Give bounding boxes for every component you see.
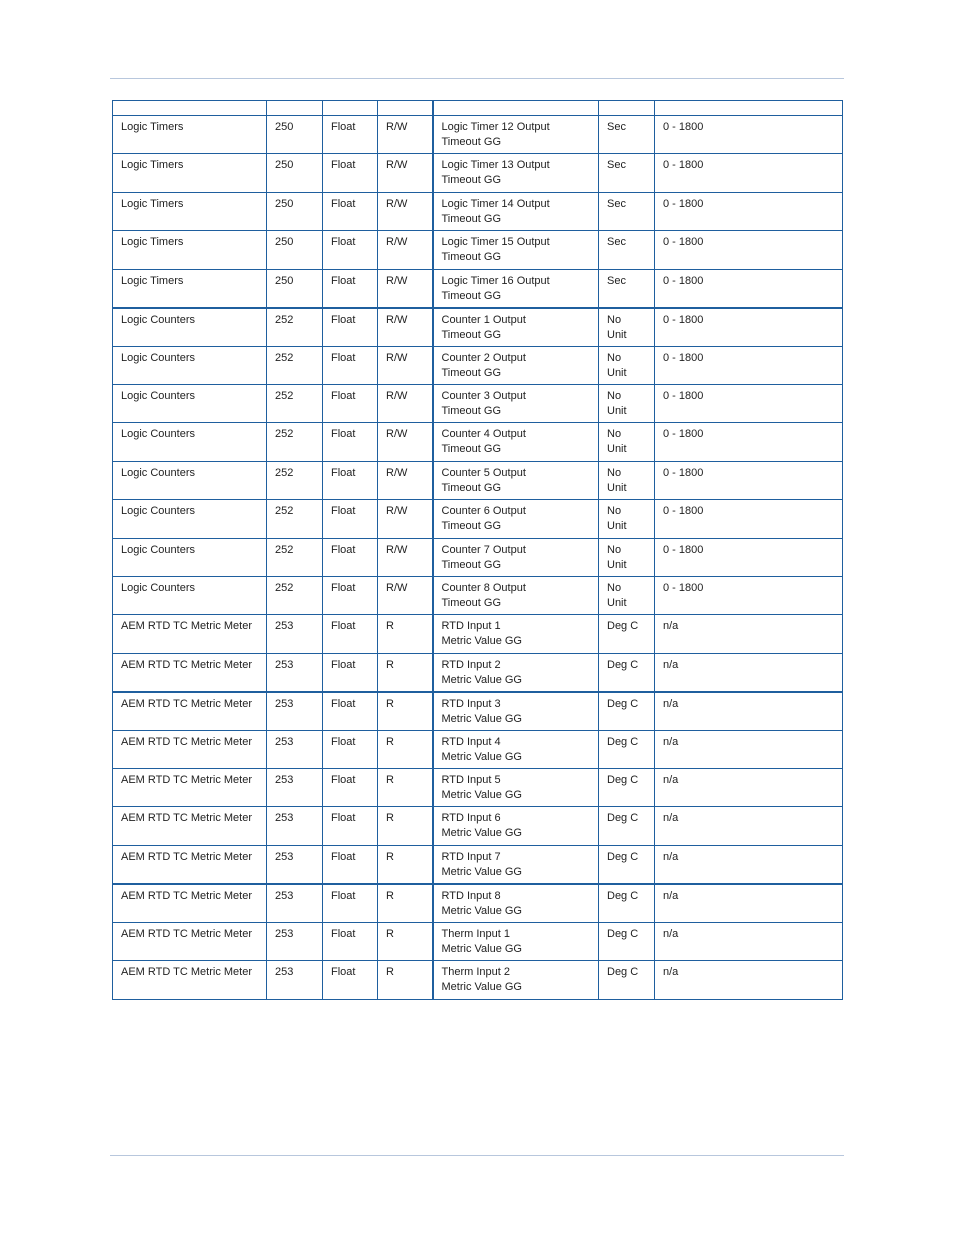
units-line: Deg C [607,812,639,825]
access-cell: R/W [378,576,433,614]
table-row [113,231,843,269]
units-cell [599,845,655,884]
type-cell: Float [323,615,378,653]
register-cell: 253 [267,730,323,768]
table-row [113,346,843,384]
description-cell [433,500,599,538]
description-line: Counter 7 Output [441,543,526,556]
access-cell: R [378,922,433,960]
header-row [113,101,843,116]
description-line: RTD Input 2 [441,658,501,671]
access-cell: R [378,769,433,807]
table-row [113,384,843,422]
group-cell: Logic Counters [113,308,267,347]
description-line: Metric Value GG [441,904,522,917]
range-cell: 0 - 1800 [655,154,843,192]
units-cell [599,461,655,499]
table-row [113,692,843,731]
type-cell: Float [323,653,378,692]
units-line: Unit [607,596,627,609]
description-cell [433,769,599,807]
type-cell: Float [323,538,378,576]
type-cell: Float [323,231,378,269]
units-line: Deg C [607,889,639,902]
units-cell [599,692,655,731]
table-row [113,269,843,308]
access-cell: R [378,615,433,653]
table-row [113,961,843,999]
type-cell: Float [323,461,378,499]
units-line: No [607,389,622,402]
range-cell: 0 - 1800 [655,538,843,576]
type-cell: Float [323,423,378,461]
units-cell [599,769,655,807]
units-cell [599,116,655,154]
register-cell: 253 [267,615,323,653]
description-line: Metric Value GG [441,750,522,763]
table-row [113,116,843,154]
units-line: Unit [607,481,627,494]
register-cell: 252 [267,346,323,384]
description-line: Timeout GG [441,558,501,571]
type-cell: Float [323,922,378,960]
description-line: Metric Value GG [441,827,522,840]
table-row [113,192,843,230]
group-cell: AEM RTD TC Metric Meter [113,922,267,960]
type-cell: Float [323,576,378,614]
description-cell [433,192,599,230]
group-cell: AEM RTD TC Metric Meter [113,769,267,807]
units-line: Unit [607,366,627,379]
range-cell: 0 - 1800 [655,384,843,422]
access-cell: R [378,653,433,692]
range-cell: n/a [655,922,843,960]
units-cell [599,730,655,768]
description-line: Counter 6 Output [441,505,526,518]
table-row [113,154,843,192]
units-cell [599,384,655,422]
register-cell: 253 [267,692,323,731]
header-rule [110,78,844,79]
register-cell: 252 [267,500,323,538]
type-cell: Float [323,500,378,538]
table-row [113,922,843,960]
units-cell [599,500,655,538]
range-cell: 0 - 1800 [655,231,843,269]
units-cell [599,653,655,692]
description-cell [433,653,599,692]
table-row [113,615,843,653]
group-cell: AEM RTD TC Metric Meter [113,845,267,884]
description-cell [433,730,599,768]
access-cell: R/W [378,461,433,499]
access-cell: R/W [378,538,433,576]
description-line: Logic Timer 15 Output [441,236,550,249]
units-line: Deg C [607,850,639,863]
description-line: Timeout GG [441,174,501,187]
register-cell: 252 [267,308,323,347]
units-cell [599,576,655,614]
description-line: Timeout GG [441,136,501,148]
type-cell: Float [323,346,378,384]
group-cell: AEM RTD TC Metric Meter [113,653,267,692]
description-line: Counter 2 Output [441,351,526,364]
units-line: No [607,466,622,479]
group-cell: AEM RTD TC Metric Meter [113,692,267,731]
description-line: RTD Input 8 [441,889,501,902]
table-row [113,308,843,347]
units-cell [599,961,655,999]
group-cell: Logic Timers [113,269,267,308]
description-cell [433,116,599,154]
description-line: Logic Timer 14 Output [441,197,550,210]
group-cell: Logic Counters [113,346,267,384]
range-cell: n/a [655,730,843,768]
description-line: RTD Input 4 [441,735,501,748]
table-row [113,538,843,576]
access-cell: R/W [378,154,433,192]
units-line: Deg C [607,697,639,710]
units-line: Sec [607,236,626,249]
range-cell: n/a [655,884,843,923]
units-cell [599,615,655,653]
description-line: Timeout GG [441,520,501,533]
description-cell [433,807,599,845]
group-cell: Logic Timers [113,154,267,192]
group-cell: AEM RTD TC Metric Meter [113,807,267,845]
units-line: Unit [607,443,627,456]
register-cell: 253 [267,769,323,807]
description-cell [433,154,599,192]
footer-rule [110,1155,844,1156]
table-row [113,653,843,692]
description-line: Timeout GG [441,596,501,609]
description-line: Timeout GG [441,251,501,264]
units-cell [599,538,655,576]
access-cell: R/W [378,231,433,269]
type-cell: Float [323,384,378,422]
description-cell [433,538,599,576]
units-line: Unit [607,520,627,533]
units-line: Deg C [607,658,639,671]
range-cell: 0 - 1800 [655,308,843,347]
units-line: No [607,505,622,518]
description-line: Timeout GG [441,366,501,379]
register-cell: 253 [267,922,323,960]
units-line: No [607,543,622,556]
description-line: Metric Value GG [441,865,522,878]
table-header [113,101,843,116]
register-cell: 252 [267,384,323,422]
register-cell: 250 [267,231,323,269]
table-row [113,500,843,538]
description-line: Metric Value GG [441,942,522,955]
group-cell: AEM RTD TC Metric Meter [113,884,267,923]
description-line: RTD Input 6 [441,812,501,825]
units-cell [599,308,655,347]
header-cell-access [378,101,433,116]
group-cell: Logic Counters [113,461,267,499]
access-cell: R [378,961,433,999]
table-row [113,461,843,499]
access-cell: R [378,692,433,731]
table-body [113,116,843,1000]
type-cell: Float [323,192,378,230]
register-cell: 252 [267,576,323,614]
description-line: Therm Input 1 [441,927,510,940]
units-cell [599,423,655,461]
access-cell: R/W [378,346,433,384]
description-cell [433,922,599,960]
range-cell: n/a [655,615,843,653]
type-cell: Float [323,730,378,768]
table-row [113,845,843,884]
register-cell: 250 [267,154,323,192]
access-cell: R/W [378,384,433,422]
units-line: Deg C [607,966,639,979]
table-row [113,730,843,768]
group-cell: Logic Counters [113,384,267,422]
description-cell [433,308,599,347]
description-line: Metric Value GG [441,981,522,994]
description-line: Timeout GG [441,289,501,302]
access-cell: R/W [378,192,433,230]
description-cell [433,692,599,731]
register-table [112,100,843,1000]
header-cell-range [655,101,843,116]
description-line: Timeout GG [441,212,501,225]
type-cell: Float [323,769,378,807]
units-cell [599,922,655,960]
register-cell: 253 [267,653,323,692]
units-line: No [607,313,622,326]
range-cell: n/a [655,961,843,999]
type-cell: Float [323,269,378,308]
description-line: Counter 3 Output [441,389,526,402]
register-cell: 250 [267,192,323,230]
description-line: Logic Timer 12 Output [441,121,550,133]
access-cell: R [378,845,433,884]
access-cell: R/W [378,500,433,538]
description-line: RTD Input 5 [441,774,501,787]
description-line: Counter 4 Output [441,428,526,441]
type-cell: Float [323,308,378,347]
header-cell-register [267,101,323,116]
register-cell: 252 [267,461,323,499]
range-cell: 0 - 1800 [655,346,843,384]
range-cell: n/a [655,807,843,845]
description-line: Timeout GG [441,443,501,456]
group-cell: Logic Timers [113,116,267,154]
register-cell: 252 [267,538,323,576]
table-row [113,769,843,807]
type-cell: Float [323,154,378,192]
table-row [113,807,843,845]
group-cell: Logic Timers [113,192,267,230]
access-cell: R/W [378,116,433,154]
units-line: Deg C [607,927,639,940]
units-line: No [607,351,622,364]
register-cell: 253 [267,884,323,923]
group-cell: Logic Counters [113,576,267,614]
description-line: Metric Value GG [441,789,522,802]
group-cell: Logic Timers [113,231,267,269]
description-cell [433,346,599,384]
register-cell: 252 [267,423,323,461]
header-cell-units [599,101,655,116]
register-cell: 250 [267,116,323,154]
units-line: Deg C [607,735,639,748]
type-cell: Float [323,807,378,845]
group-cell: AEM RTD TC Metric Meter [113,730,267,768]
description-line: Logic Timer 13 Output [441,159,550,172]
range-cell: n/a [655,845,843,884]
units-line: Sec [607,274,626,287]
units-line: Unit [607,558,627,571]
header-cell-group [113,101,267,116]
description-cell [433,884,599,923]
description-line: Therm Input 2 [441,966,510,979]
description-line: RTD Input 1 [441,620,501,633]
description-cell [433,845,599,884]
description-line: Counter 1 Output [441,313,526,326]
range-cell: 0 - 1800 [655,192,843,230]
description-line: Timeout GG [441,481,501,494]
range-cell: 0 - 1800 [655,576,843,614]
units-line: No [607,581,622,594]
units-line: Sec [607,121,626,133]
group-cell: Logic Counters [113,423,267,461]
units-cell [599,807,655,845]
units-line: Sec [607,197,626,210]
description-line: Metric Value GG [441,712,522,725]
access-cell: R [378,730,433,768]
type-cell: Float [323,116,378,154]
range-cell: 0 - 1800 [655,461,843,499]
register-cell: 253 [267,845,323,884]
access-cell: R/W [378,308,433,347]
description-cell [433,576,599,614]
register-cell: 253 [267,807,323,845]
units-cell [599,231,655,269]
description-line: Counter 8 Output [441,581,526,594]
description-cell [433,231,599,269]
header-cell-type [323,101,378,116]
units-cell [599,154,655,192]
description-cell [433,961,599,999]
access-cell: R [378,807,433,845]
range-cell: 0 - 1800 [655,116,843,154]
units-cell [599,346,655,384]
range-cell: 0 - 1800 [655,423,843,461]
units-line: Unit [607,328,627,341]
description-line: Metric Value GG [441,673,522,686]
units-line: Deg C [607,774,639,787]
units-line: Sec [607,159,626,172]
access-cell: R [378,884,433,923]
type-cell: Float [323,884,378,923]
group-cell: Logic Counters [113,500,267,538]
table-row [113,576,843,614]
type-cell: Float [323,692,378,731]
units-line: Unit [607,404,627,417]
description-line: RTD Input 7 [441,850,501,863]
range-cell: n/a [655,769,843,807]
description-line: Logic Timer 16 Output [441,274,550,287]
group-cell: AEM RTD TC Metric Meter [113,615,267,653]
units-cell [599,884,655,923]
description-cell [433,384,599,422]
register-cell: 253 [267,961,323,999]
range-cell: n/a [655,692,843,731]
type-cell: Float [323,845,378,884]
description-cell [433,269,599,308]
register-cell: 250 [267,269,323,308]
units-line: No [607,428,622,441]
units-cell [599,192,655,230]
description-cell [433,461,599,499]
description-cell [433,423,599,461]
units-cell [599,269,655,308]
units-line: Deg C [607,620,639,633]
description-line: RTD Input 3 [441,697,501,710]
range-cell: n/a [655,653,843,692]
group-cell: Logic Counters [113,538,267,576]
access-cell: R/W [378,269,433,308]
table-row [113,423,843,461]
description-line: Metric Value GG [441,635,522,648]
table-row [113,884,843,923]
access-cell: R/W [378,423,433,461]
range-cell: 0 - 1800 [655,500,843,538]
description-line: Timeout GG [441,404,501,417]
header-cell-description [433,101,599,116]
description-line: Timeout GG [441,328,501,341]
range-cell: 0 - 1800 [655,269,843,308]
group-cell: AEM RTD TC Metric Meter [113,961,267,999]
description-line: Counter 5 Output [441,466,526,479]
type-cell: Float [323,961,378,999]
description-cell [433,615,599,653]
